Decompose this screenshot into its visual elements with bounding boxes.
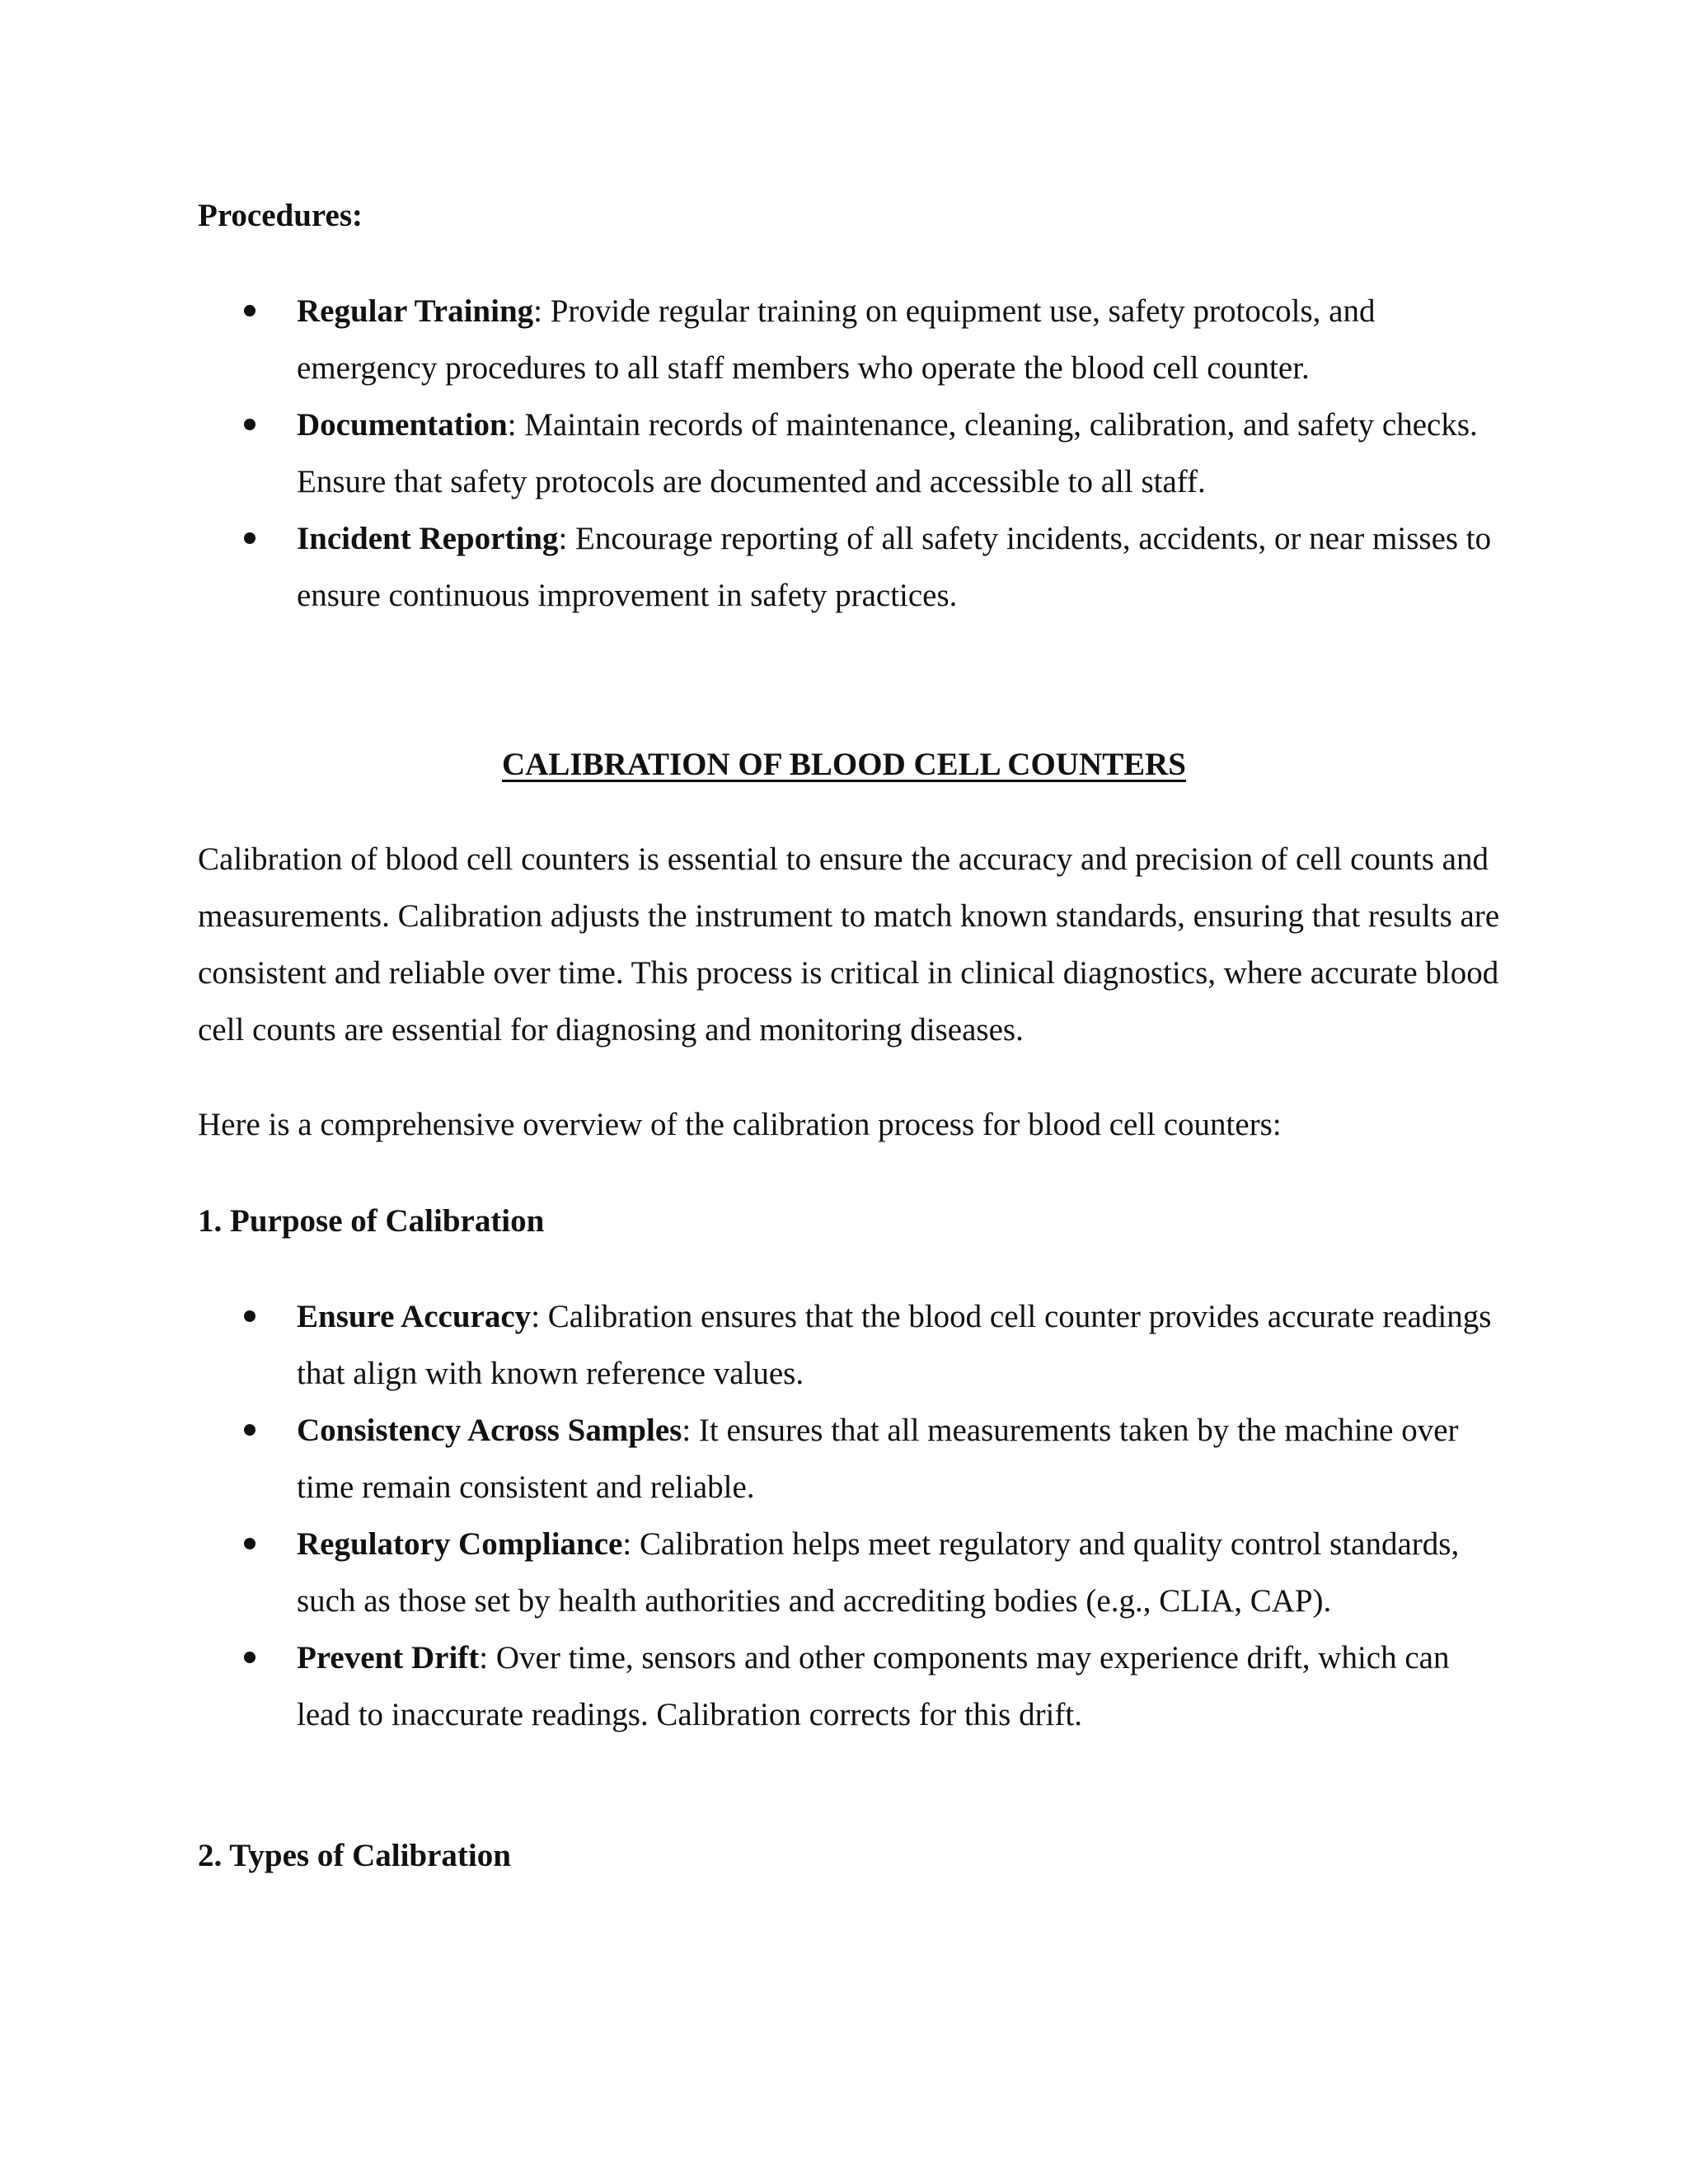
bullet-icon (244, 1424, 256, 1436)
item-text: : Calibration ensures that the blood cell counter provides accurate readings that align with known reference values. (297, 1299, 1492, 1391)
item-term: Documentation (297, 407, 508, 443)
item-term: Consistency Across Samples (297, 1413, 682, 1448)
intro-paragraph: Calibration of blood cell counters is essential to ensure the accuracy and precision of cell counts and measurements. Calibration adjusts the instrument to match known standards, ensuring that results are consistent and reliable over time. This process is critical in clinical diagnostics, where accurate blood cell counts are essential for diagnosing and monitoring diseases. (198, 841, 1500, 1047)
item-text: : Calibration helps meet regulatory and quality control standards, such as those set by health authorities and accrediting bodies (e.g., CLIA, CAP). (297, 1526, 1460, 1619)
item-term: Prevent Drift (297, 1640, 480, 1675)
list-item (0, 1402, 1500, 1516)
section-title: CALIBRATION OF BLOOD CELL COUNTERS (502, 747, 1186, 782)
item-text: : Provide regular training on equipment use, safety protocols, and emergency procedures to all staff members who operate the blood cell counter. (297, 293, 1376, 386)
item-text: : Maintain records of maintenance, cleaning, calibration, and safety checks. Ensure that safety protocols are documented and accessible to all staff. (297, 407, 1478, 499)
list-item (0, 283, 1500, 396)
item-term: Incident Reporting (297, 521, 559, 556)
item-term: Regular Training (297, 293, 534, 329)
procedures-list (0, 283, 1688, 624)
procedures-heading: Procedures: (198, 198, 363, 233)
bullet-icon (244, 1310, 256, 1322)
item-text: : Encourage reporting of all safety incidents, accidents, or near misses to ensure continuous improvement in safety practices. (297, 521, 1492, 613)
bullet-icon (244, 305, 256, 316)
list-item (0, 396, 1500, 510)
bullet-icon (244, 532, 256, 544)
item-text: : Over time, sensors and other components may experience drift, which can lead to inaccurate readings. Calibration corrects for this drift. (297, 1640, 1450, 1732)
item-term: Regulatory Compliance (297, 1526, 623, 1562)
list-item (0, 510, 1500, 624)
list-item (0, 1288, 1500, 1402)
item-text: : It ensures that all measurements taken by the machine over time remain consistent and reliable. (297, 1413, 1459, 1505)
list-item (0, 1629, 1500, 1743)
bullet-icon (244, 1652, 256, 1663)
overview-paragraph: Here is a comprehensive overview of the calibration process for blood cell counters: (198, 1107, 1282, 1142)
purpose-heading: 1. Purpose of Calibration (198, 1203, 545, 1239)
purpose-list (0, 1288, 1688, 1743)
list-item (0, 1516, 1500, 1629)
item-term: Ensure Accuracy (297, 1299, 532, 1334)
bullet-icon (244, 1538, 256, 1549)
bullet-icon (244, 419, 256, 430)
types-heading: 2. Types of Calibration (198, 1838, 511, 1873)
